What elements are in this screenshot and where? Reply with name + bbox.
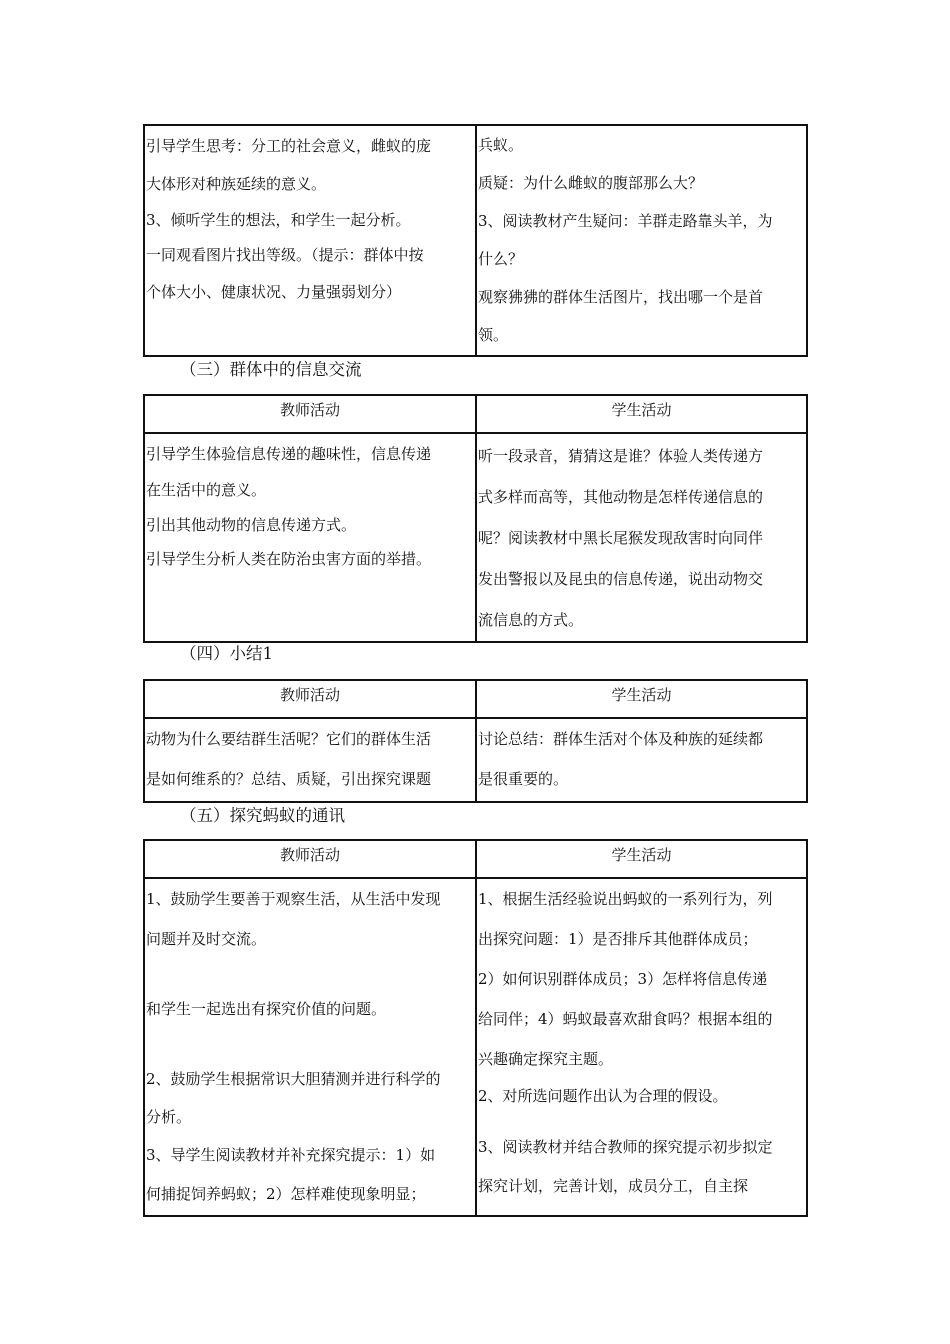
text-line: 是如何维系的？总结、质疑，引出探究课题 bbox=[146, 770, 432, 788]
text-line: 和学生一起选出有探究价值的问题。 bbox=[146, 1000, 387, 1018]
text-line: 2、对所选问题作出认为合理的假设。 bbox=[478, 1087, 728, 1105]
text-line: 2）如何识别群体成员；3）怎样将信息传递 bbox=[478, 970, 768, 988]
table-header-row bbox=[144, 680, 807, 718]
teacher-activity-cell bbox=[144, 718, 476, 802]
text-line: 引导学生分析人类在防治虫害方面的举措。 bbox=[146, 550, 432, 568]
table-row bbox=[144, 125, 807, 356]
text-line: 讨论总结：群体生活对个体及种族的延续都 bbox=[478, 730, 764, 748]
table-continued bbox=[143, 124, 808, 357]
text-line: 呢？阅读教材中黑长尾猴发现敌害时向同伴 bbox=[478, 529, 764, 547]
text-line: 引导学生体验信息传递的趣味性，信息传递 bbox=[146, 445, 432, 463]
text-line: 兵蚁。 bbox=[478, 136, 524, 154]
table-header-row bbox=[144, 840, 807, 878]
text-line: 3、倾听学生的想法，和学生一起分析。 bbox=[146, 211, 411, 229]
text-line: 大体形对种族延续的意义。 bbox=[146, 174, 327, 193]
section-heading: （四）小结1 bbox=[180, 644, 273, 663]
text-line: 发出警报以及昆虫的信息传递，说出动物交 bbox=[478, 570, 764, 588]
teacher-activity-cell bbox=[144, 878, 476, 1216]
text-line: 分析。 bbox=[146, 1108, 192, 1126]
text-line: 式多样而高等，其他动物是怎样传递信息的 bbox=[478, 488, 764, 506]
table-header-row bbox=[144, 395, 807, 433]
text-line: 一同观看图片找出等级。（提示：群体中按 bbox=[146, 246, 424, 264]
text-line: 兴趣确定探究主题。 bbox=[478, 1050, 614, 1068]
text-line: 探究计划，完善计划，成员分工，自主探 bbox=[478, 1177, 749, 1195]
text-line: 出探究问题：1）是否排斥其他群体成员； bbox=[478, 930, 758, 948]
text-line: 个体大小、健康状况、力量强弱划分） bbox=[146, 283, 402, 301]
table-row bbox=[144, 878, 807, 1216]
text-line: 是很重要的。 bbox=[478, 770, 569, 788]
text-line: 2、鼓励学生根据常识大胆猜测并进行科学的 bbox=[146, 1070, 441, 1088]
text-line: 3、导学生阅读教材并补充探究提示：1）如 bbox=[146, 1146, 436, 1164]
student-activity-cell bbox=[476, 433, 807, 642]
spacer bbox=[146, 959, 474, 989]
header-student: 学生活动 bbox=[476, 680, 807, 718]
table-ant-communication bbox=[143, 839, 808, 1217]
text-line: 质疑：为什么雌蚁的腹部那么大？ bbox=[478, 174, 704, 192]
header-student: 学生活动 bbox=[476, 840, 807, 878]
spacer bbox=[478, 1113, 805, 1127]
student-activity-cell bbox=[476, 125, 807, 356]
section-heading: （三）群体中的信息交流 bbox=[180, 360, 362, 379]
text-line: 何捕捉饲养蚂蚁；2）怎样难使现象明显； bbox=[146, 1185, 426, 1203]
teacher-activity-cell bbox=[144, 433, 476, 642]
table-row bbox=[144, 718, 807, 802]
text-line: 3、阅读教材并结合教师的探究提示初步拟定 bbox=[478, 1138, 773, 1156]
text-line: 在生活中的意义。 bbox=[146, 481, 267, 499]
section-heading: （五）探究蚂蚁的通讯 bbox=[180, 806, 345, 825]
spacer bbox=[146, 1029, 474, 1059]
table-summary bbox=[143, 679, 808, 803]
teacher-activity-cell bbox=[144, 125, 476, 356]
text-line: 3、阅读教材产生疑问：羊群走路靠头羊，为 bbox=[478, 212, 773, 230]
text-line: 1、鼓励学生要善于观察生活，从生活中发现 bbox=[146, 890, 441, 908]
header-student: 学生活动 bbox=[476, 395, 807, 433]
text-line: 引导学生思考：分工的社会意义，雌蚁的庞 bbox=[146, 137, 432, 155]
header-teacher: 教师活动 bbox=[144, 395, 476, 433]
header-teacher: 教师活动 bbox=[144, 840, 476, 878]
student-activity-cell bbox=[476, 878, 807, 1216]
text-line: 引出其他动物的信息传递方式。 bbox=[146, 516, 357, 534]
table-row bbox=[144, 433, 807, 642]
text-line: 领。 bbox=[478, 326, 509, 344]
text-line: 什么？ bbox=[478, 250, 524, 268]
text-line: 流信息的方式。 bbox=[478, 611, 584, 629]
text-line: 给同伴；4）蚂蚁最喜欢甜食吗？根据本组的 bbox=[478, 1010, 773, 1028]
text-line: 问题并及时交流。 bbox=[146, 930, 267, 948]
student-activity-cell bbox=[476, 718, 807, 802]
table-info-exchange bbox=[143, 394, 808, 643]
text-line: 动物为什么要结群生活呢？它们的群体生活 bbox=[146, 730, 432, 748]
header-teacher: 教师活动 bbox=[144, 680, 476, 718]
text-line: 1、根据生活经验说出蚂蚁的一系列行为，列 bbox=[478, 890, 773, 908]
text-line: 观察狒狒的群体生活图片，找出哪一个是首 bbox=[478, 288, 764, 306]
text-line: 听一段录音，猜猜这是谁？体验人类传递方 bbox=[478, 447, 764, 465]
